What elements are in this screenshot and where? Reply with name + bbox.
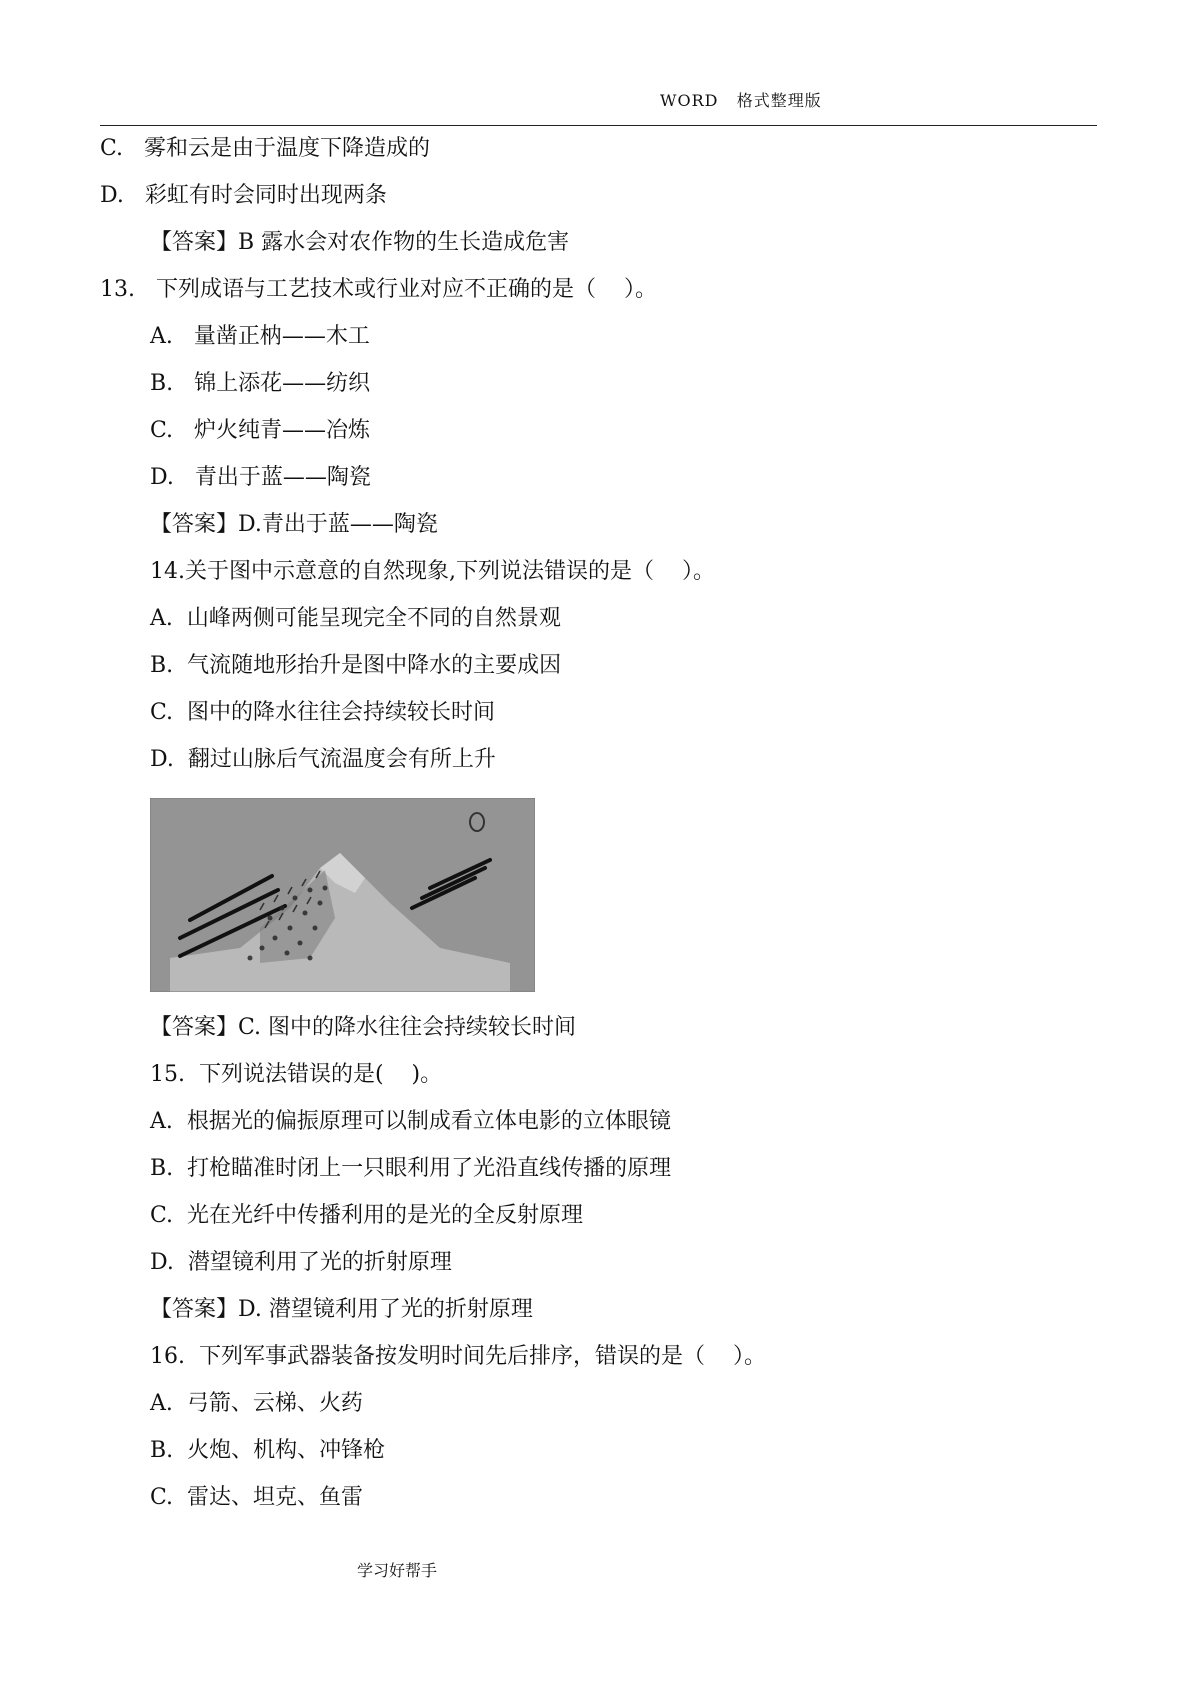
answer-13: 【答案】D.青出于蓝——陶瓷 xyxy=(150,512,438,537)
q16-option-b: B. 火炮、机构、冲锋枪 xyxy=(150,1438,386,1463)
q15-option-b: B. 打枪瞄准时闭上一只眼利用了光沿直线传播的原理 xyxy=(150,1156,672,1181)
q15-option-a: A. 根据光的偏振原理可以制成看立体电影的立体眼镜 xyxy=(150,1109,671,1134)
answer-15: 【答案】D. 潜望镜利用了光的折射原理 xyxy=(150,1297,533,1322)
q14-option-a: A. 山峰两侧可能呈现完全不同的自然景观 xyxy=(150,606,561,631)
option-d: D. 彩虹有时会同时出现两条 xyxy=(100,183,387,208)
q14-option-d: D. 翻过山脉后气流温度会有所上升 xyxy=(150,747,496,772)
q14-option-c: C. 图中的降水往往会持续较长时间 xyxy=(150,700,496,725)
q14-option-b: B. 气流随地形抬升是图中降水的主要成因 xyxy=(150,653,562,678)
question-14: 14.关于图中示意意的自然现象,下列说法错误的是（ ）。 xyxy=(150,559,715,584)
mountain-rain-figure xyxy=(150,798,535,992)
question-15: 15. 下列说法错误的是( )。 xyxy=(150,1062,443,1087)
page-footer: 学习好帮手 xyxy=(357,1561,438,1580)
q16-option-c: C. 雷达、坦克、鱼雷 xyxy=(150,1485,364,1510)
page-header-title: WORD 格式整理版 xyxy=(660,91,822,110)
q15-option-d: D. 潜望镜利用了光的折射原理 xyxy=(150,1250,452,1275)
option-c: C. 雾和云是由于温度下降造成的 xyxy=(100,136,431,161)
q13-option-b: B. 锦上添花——纺织 xyxy=(150,371,371,396)
q16-option-a: A. 弓箭、云梯、火药 xyxy=(150,1391,363,1416)
q15-option-c: C. 光在光纤中传播利用的是光的全反射原理 xyxy=(150,1203,584,1228)
q13-option-d: D. 青出于蓝——陶瓷 xyxy=(150,465,371,490)
answer-14: 【答案】C. 图中的降水往往会持续较长时间 xyxy=(150,1015,577,1040)
q13-option-c: C. 炉火纯青——冶炼 xyxy=(150,418,371,443)
question-13: 13. 下列成语与工艺技术或行业对应不正确的是（ ）。 xyxy=(100,277,657,302)
question-16: 16. 下列军事武器装备按发明时间先后排序，错误的是（ ）。 xyxy=(150,1344,766,1369)
header-divider xyxy=(100,125,1097,126)
q13-option-a: A. 量凿正枘——木工 xyxy=(150,324,370,349)
answer-12: 【答案】B 露水会对农作物的生长造成危害 xyxy=(150,230,570,255)
